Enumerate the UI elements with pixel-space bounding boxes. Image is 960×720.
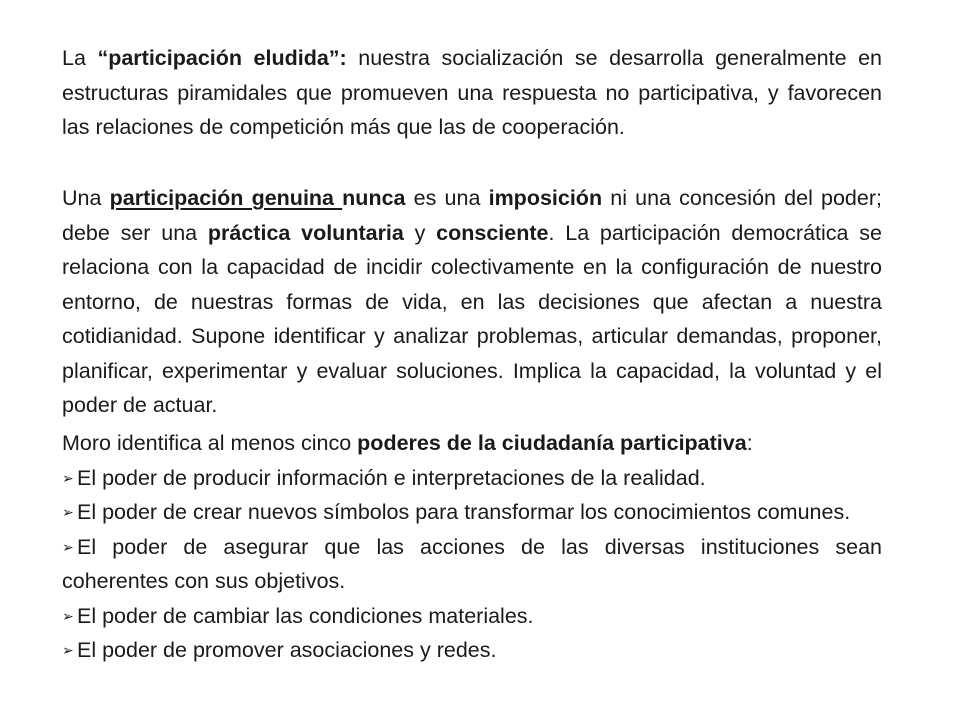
arrow-bullet-icon: ➢ — [62, 504, 74, 520]
bullet-text: El poder de asegurar que las acciones de las diversas instituciones sean coherentes con sus objetivos. — [62, 534, 882, 593]
poderes-intro — [62, 426, 882, 461]
poderes-list — [62, 461, 882, 668]
list-item — [62, 495, 882, 530]
p3-bold: poderes de la ciudadanía participativa — [357, 431, 747, 455]
arrow-bullet-icon: ➢ — [62, 469, 74, 486]
p1-prefix: La — [62, 46, 98, 70]
list-item — [62, 530, 882, 599]
paragraph-participacion-genuina — [62, 181, 882, 423]
arrow-bullet-icon: ➢ — [62, 607, 74, 624]
paragraph-participacion-eludida — [62, 41, 882, 145]
p2-t4: y — [403, 220, 437, 245]
arrow-bullet-icon: ➢ — [62, 642, 74, 658]
p2-nunca: nunca — [342, 186, 406, 210]
bullet-text: El poder de promover asociaciones y redes. — [77, 638, 497, 662]
p1-text: nuestra socialización se desarrolla generalmente en estructuras piramidales que promueven una respuesta no participativa, y favorecen las relaciones de competición más que las de cooperación. — [62, 46, 883, 139]
p2-t3: ni una concesión del poder; debe ser una — [62, 186, 882, 245]
bullet-text: El poder de cambiar las condiciones materiales. — [77, 603, 534, 628]
p2-t1: Una — [62, 186, 110, 210]
p1-term: “participación eludida”: — [97, 46, 347, 70]
p2-underlined: participación genuina — [109, 186, 343, 210]
bullet-text: El poder de crear nuevos símbolos para transformar los conocimientos comunes. — [77, 500, 851, 524]
p2-t2: es una — [405, 186, 489, 210]
paragraph-poderes — [62, 426, 882, 668]
arrow-bullet-icon: ➢ — [62, 538, 74, 555]
p2-t5: . La participación democrática se relaciona con la capacidad de incidir colectivamente en la configuración de nuestro entorno, de nuestras formas de vida, en las decisiones que afectan a nuestra cotidianidad. Supone identificar y analizar problemas, articular demandas, proponer, planificar, experimentar y evaluar soluciones. Implica la capacidad, la voluntad y el poder de actuar. — [62, 220, 882, 417]
p2-imposicion: imposición — [488, 186, 603, 210]
p3-intro: Moro identifica al menos cinco — [62, 431, 358, 455]
bullet-text: El poder de producir información e interpretaciones de la realidad. — [77, 465, 706, 490]
list-item — [62, 461, 882, 496]
p2-practica: práctica voluntaria — [207, 220, 404, 245]
list-item — [62, 599, 882, 634]
p3-colon: : — [746, 431, 753, 455]
p2-consciente: consciente — [436, 220, 549, 245]
list-item — [62, 633, 882, 668]
